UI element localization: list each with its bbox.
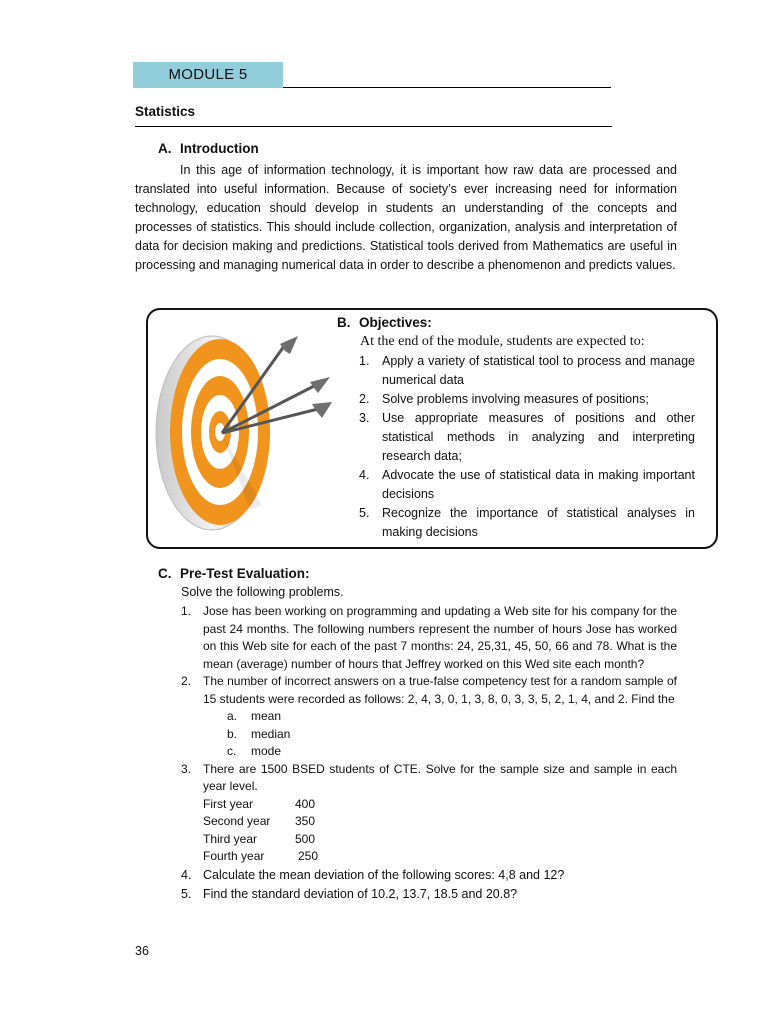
table-row: Second year 350	[203, 814, 316, 828]
list-item: 2. Solve problems involving measures of positions;	[359, 392, 649, 406]
list-item: 5. Recognize the importance of statistical analyses in making decisions	[359, 506, 695, 539]
pretest-questions	[181, 603, 677, 904]
target-illustration	[152, 330, 332, 535]
subject-title: Statistics	[135, 104, 196, 119]
list-item: a. mean	[227, 709, 282, 723]
table-row: Fourth year 250	[203, 849, 319, 863]
introduction-heading	[158, 141, 259, 156]
page-number: 36	[135, 944, 149, 958]
pretest-title: Pre-Test Evaluation:	[180, 566, 310, 581]
module-label: MODULE 5	[133, 62, 283, 88]
objectives-letter: B.	[337, 315, 351, 330]
header-rule	[283, 87, 611, 88]
table-row: First year 400	[203, 796, 316, 811]
pretest-lead: Solve the following problems.	[181, 585, 344, 599]
introduction-letter: A.	[158, 141, 172, 156]
objectives-title: Objectives:	[359, 315, 432, 330]
subject-rule	[135, 126, 612, 127]
pretest-letter: C.	[158, 566, 172, 581]
pretest-heading	[158, 566, 310, 581]
question-item: 4. Calculate the mean deviation of the following scores: 4,8 and 12?	[181, 867, 565, 882]
objectives-heading	[337, 315, 432, 330]
year-level-table	[203, 796, 318, 866]
objectives-lead: At the end of the module, students are expected to:	[360, 334, 645, 349]
table-row: Third year 500	[203, 831, 316, 846]
list-item: 4. Advocate the use of statistical data in making important decisions	[359, 468, 695, 501]
question-item: 5. Find the standard deviation of 10.2, 13.7, 18.5 and 20.8?	[181, 886, 518, 901]
list-item: 1. Apply a variety of statistical tool to process and manage numerical data	[359, 354, 695, 387]
list-item: 3. Use appropriate measures of positions and other statistical methods in analyzing and interpreting research data;	[359, 411, 695, 463]
introduction-title: Introduction	[180, 141, 259, 156]
question-item: 1. Jose has been working on programming and updating a Web site for his company for the past 24 months. The following numbers represent the number of hours Jose has worked on this Web site for each of the past 7 months: 24, 25,31, 45, 50, 66 and 78. What is the mean (average) number of hours that Jeffrey worked on this Wed site each month?	[181, 604, 677, 671]
objectives-list	[359, 352, 695, 542]
introduction-paragraph	[135, 161, 677, 275]
introduction-text: In this age of information technology, it is important how raw data are processed and translated into useful information. Because of society’s ever increasing need for information technology, education should develop in students an understanding of the concepts and processes of statistics. This should include collection, organization, analysis and interpretation of data for decision making and predictions. Statistical tools derived from Mathematics are useful in processing and managing numerical data in order to describe a phenomenon and predicts values.	[135, 163, 677, 272]
question-item: 2. The number of incorrect answers on a true-false competency test for a random sample of 15 students were recorded as follows: 2, 4, 3, 0, 1, 3, 8, 0, 3, 3, 5, 2, 1, 4, and 2. Find the a. mean b. median c. mode	[181, 673, 677, 761]
list-item: c. mode	[227, 744, 282, 758]
question-item: 3. There are 1500 BSED students of CTE. Solve for the sample size and sample in each year level. First year 400 Second year 350 Third year 500 Fourth year 250	[181, 761, 677, 866]
list-item: b. median	[227, 726, 291, 741]
question-parts	[203, 708, 677, 761]
